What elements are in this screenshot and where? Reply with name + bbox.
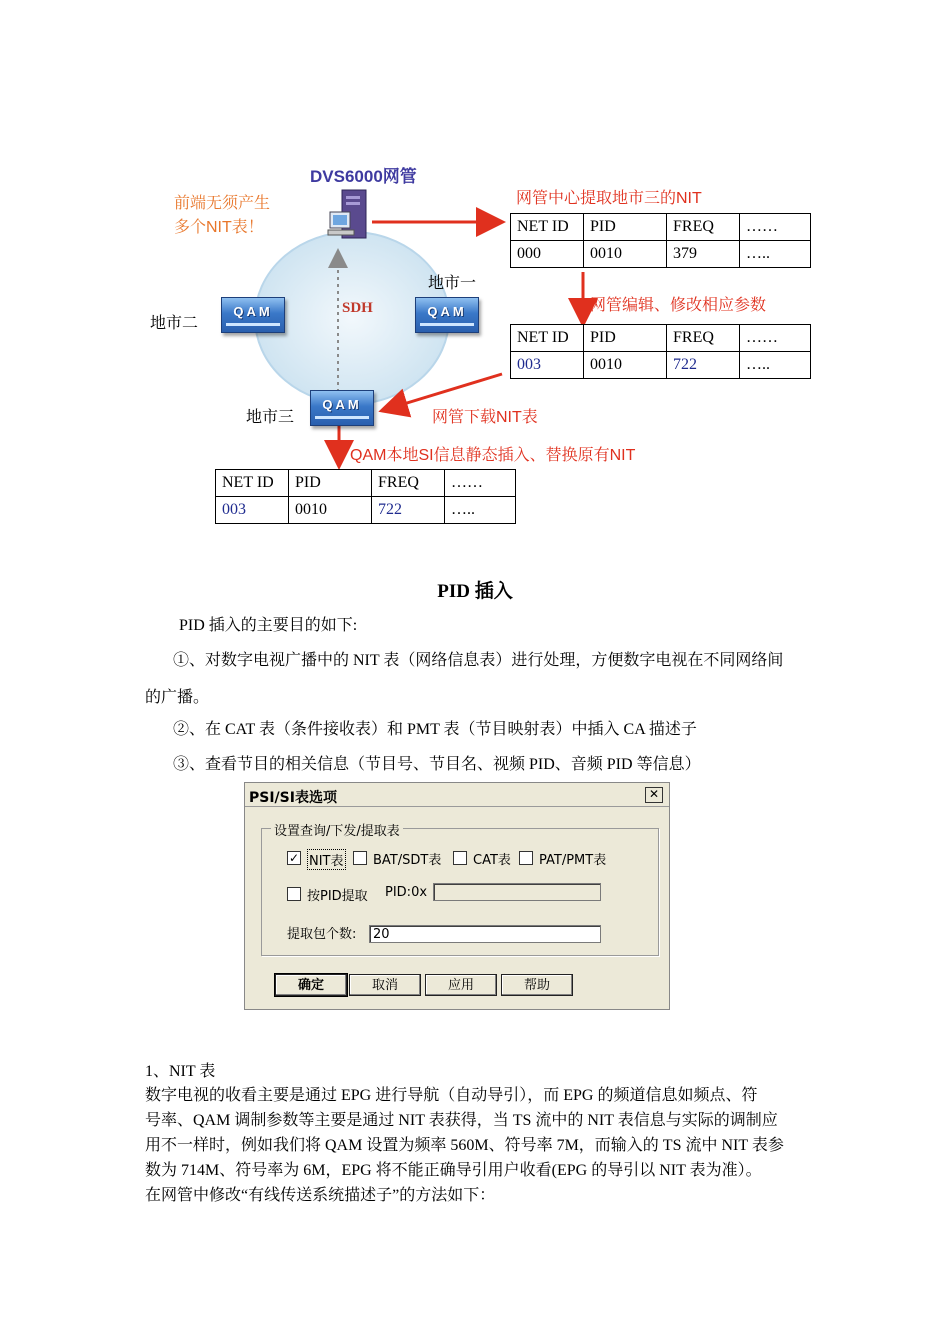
qam-device-city1 — [415, 297, 479, 333]
header-more: …… — [740, 214, 811, 241]
header-net-id: NET ID — [511, 214, 584, 241]
nit-table-inserted — [215, 469, 516, 524]
section-intro: PID 插入的主要目的如下: — [179, 617, 358, 634]
cell-net-id: 000 — [511, 241, 584, 268]
cell-more: ….. — [445, 497, 516, 524]
psi-si-options-dialog — [244, 782, 670, 1010]
packet-count-input[interactable]: 20 — [369, 925, 601, 943]
nit-paragraph-line2: 号率、QAM 调制参数等主要是通过 NIT 表获得，当 TS 流中的 NIT 表信息与实际的调制应 — [145, 1112, 778, 1129]
city1-label: 地市一 — [428, 275, 477, 292]
city2-label: 地市二 — [150, 315, 199, 332]
header-net-id: NET ID — [511, 325, 584, 352]
nit-paragraph-line5: 在网管中修改“有线传送系统描述子”的方法如下： — [145, 1187, 496, 1204]
cancel-button[interactable]: 取消 — [349, 974, 421, 996]
diagram-title: DVS6000网管 — [310, 167, 417, 186]
cat-checkbox-label[interactable]: CAT表 — [473, 853, 511, 868]
nit-checkbox-label[interactable]: NIT表 — [307, 849, 346, 870]
cell-net-id: 003 — [216, 497, 289, 524]
header-freq: FREQ — [667, 325, 740, 352]
header-freq: FREQ — [667, 214, 740, 241]
pid-extract-checkbox[interactable] — [287, 887, 301, 901]
help-button[interactable]: 帮助 — [501, 974, 573, 996]
cell-pid: 0010 — [584, 241, 667, 268]
cell-pid: 0010 — [289, 497, 372, 524]
nit-checkbox[interactable]: ✓ — [288, 851, 300, 865]
item1-line1: ①、对数字电视广播中的 NIT 表（网络信息表）进行处理，方便数字电视在不同网络间 — [173, 652, 784, 669]
packet-count-label: 提取包个数: — [287, 927, 357, 942]
nit-paragraph-line1: 数字电视的收看主要是通过 EPG 进行导航（自动导引），而 EPG 的频道信息如频点、符 — [145, 1087, 758, 1104]
cat-checkbox[interactable] — [453, 851, 467, 865]
item2: ②、在 CAT 表（条件接收表）和 PMT 表（节目映射表）中插入 CA 描述子 — [173, 721, 697, 738]
left-note-line2: 多个NIT表！ — [174, 219, 264, 236]
label-edit: 网管编辑、修改相应参数 — [590, 297, 767, 314]
qam-label: QAM — [233, 304, 273, 319]
header-net-id: NET ID — [216, 470, 289, 497]
nit-paragraph-line3: 用不一样时，例如我们将 QAM 设置为频率 560M、符号率 7M，而输入的 TS 流中 NIT 表参 — [145, 1137, 784, 1154]
cell-more: ….. — [740, 352, 811, 379]
header-more: …… — [740, 325, 811, 352]
pat-pmt-checkbox[interactable] — [519, 851, 533, 865]
left-note — [174, 192, 270, 240]
qam-device-city2 — [221, 297, 285, 333]
header-freq: FREQ — [372, 470, 445, 497]
close-icon[interactable]: ✕ — [645, 787, 663, 803]
cell-net-id: 003 — [511, 352, 584, 379]
pat-pmt-checkbox-label[interactable]: PAT/PMT表 — [539, 853, 607, 868]
label-download: 网管下载NIT表 — [432, 409, 538, 426]
header-pid: PID — [289, 470, 372, 497]
item3: ③、查看节目的相关信息（节目号、节目名、视频 PID、音频 PID 等信息） — [173, 756, 701, 773]
dialog-title: PSI/SI表选项 — [249, 790, 337, 806]
label-insert: QAM本地SI信息静态插入、替换原有NIT — [350, 447, 636, 464]
qam-device-city3 — [310, 390, 374, 426]
label-center-fetch: 网管中心提取地市三的NIT — [516, 190, 702, 207]
cell-freq: 379 — [667, 241, 740, 268]
pid-label: PID:0x — [385, 885, 428, 900]
pid-extract-label[interactable]: 按PID提取 — [307, 889, 368, 904]
bat-sdt-checkbox[interactable] — [353, 851, 367, 865]
cell-freq: 722 — [667, 352, 740, 379]
cell-pid: 0010 — [584, 352, 667, 379]
left-note-line1: 前端无须产生 — [174, 195, 271, 212]
city3-label: 地市三 — [246, 409, 295, 426]
nit-section-heading: 1、NIT 表 — [145, 1063, 216, 1080]
bat-sdt-checkbox-label[interactable]: BAT/SDT表 — [373, 853, 442, 868]
nit-paragraph-line4: 数为 714M、符号率为 6M，EPG 将不能正确导引用户收看(EPG 的导引以 NIT 表为准）。 — [145, 1162, 762, 1179]
apply-button[interactable]: 应用 — [425, 974, 497, 996]
cell-freq: 722 — [372, 497, 445, 524]
ok-button[interactable]: 确定 — [275, 974, 347, 996]
qam-label: QAM — [427, 304, 467, 319]
section-heading: PID 插入 — [437, 581, 513, 602]
header-more: …… — [445, 470, 516, 497]
header-pid: PID — [584, 325, 667, 352]
pid-input[interactable] — [433, 883, 601, 901]
header-pid: PID — [584, 214, 667, 241]
group-legend: 设置查询/下发/提取表 — [271, 820, 403, 839]
title-divider — [245, 806, 669, 807]
sdh-label: SDH — [342, 300, 373, 316]
item1-line2: 的广播。 — [145, 689, 210, 706]
cell-more: ….. — [740, 241, 811, 268]
nit-table-original — [510, 213, 811, 268]
nit-table-edited — [510, 324, 811, 379]
qam-label: QAM — [322, 397, 362, 412]
server-computer-icon — [326, 188, 374, 250]
